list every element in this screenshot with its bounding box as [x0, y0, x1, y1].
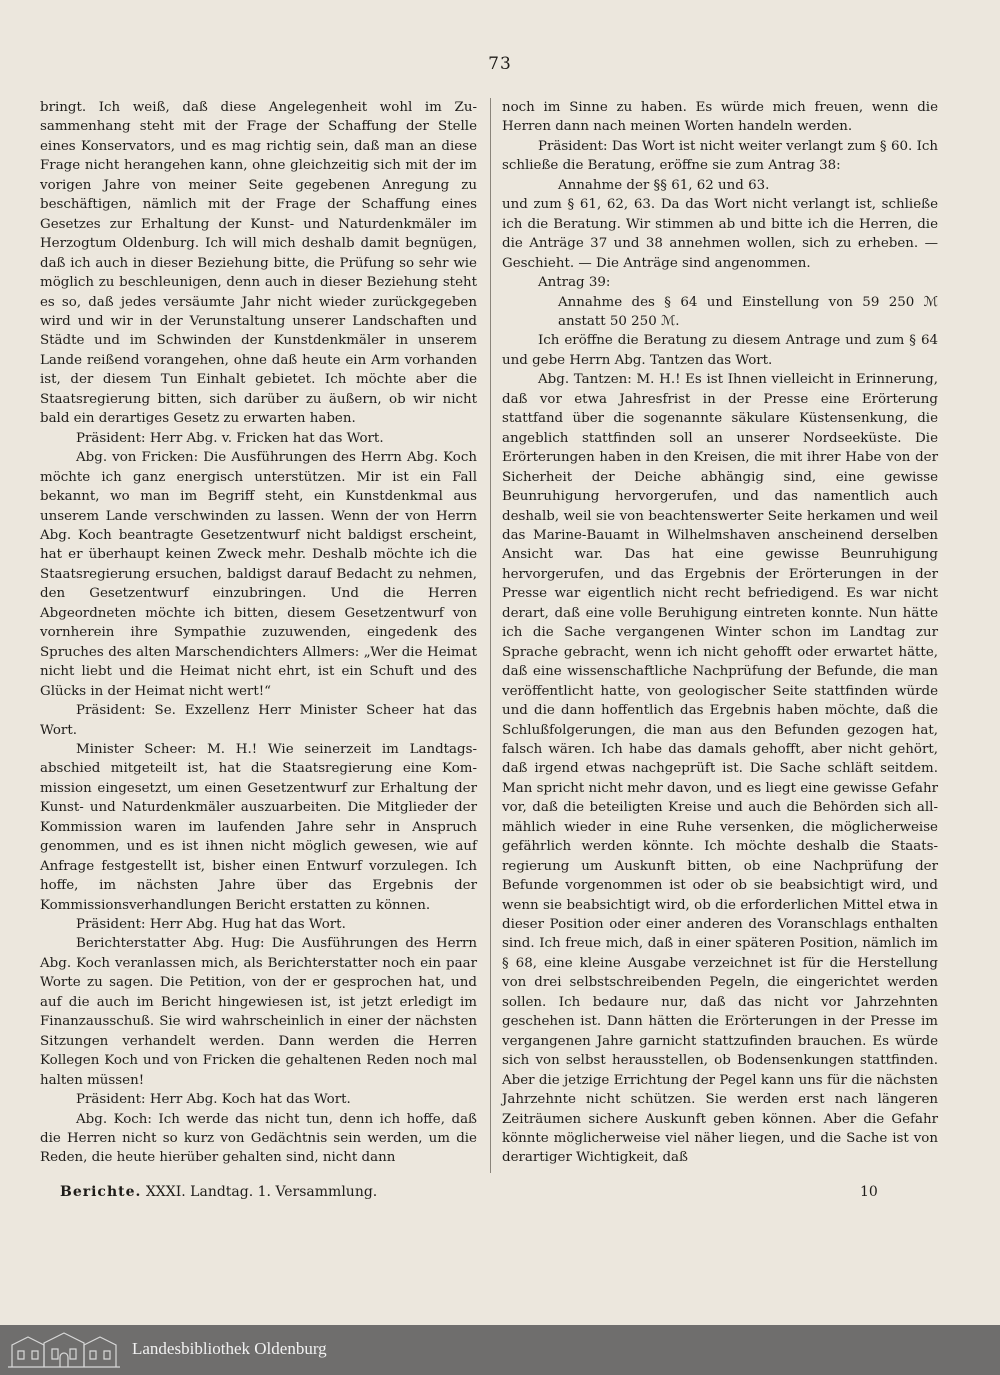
right-column [502, 98, 938, 1168]
motion-text: Annahme des § 64 und Einstellung von 59 250 ℳ anstatt 50 250 ℳ. [558, 294, 938, 329]
library-name: Landesbibliothek Oldenburg [132, 1339, 327, 1358]
paragraph: Präsident: Herr Abg. v. Fricken hat das Wort. [76, 430, 384, 446]
paragraph: Abg. von Fricken: Die Ausführungen des Herrn Abg. Koch möchte ich ganz energisch unterstützen. Mir ist ein Fall bekannt, wo man im Begriff steht, ein Kunstdenkmal aus unserem Lande verschwinden zu lassen. Wenn der von Herrn Abg. Koch beantragte Gesetzentwurf nicht baldigst erscheint, hat er überhaupt keinen Zweck mehr. Deshalb möchte ich die Staatsregierung ersuchen, baldigst darauf Bedacht zu nehmen, den Gesetzentwurf einzubringen. Und die Herren Abgeordneten möchte ich bitten, diesem Gesetzentwurf von vornherein ihre Sympathie zuzuwenden, eingedenk des Spruches des alten Marschendichters Allmers: „Wer die Heimat nicht liebt und die Heimat nicht ehrt, ist ein Schuft und des Glücks in der Heimat nicht wert!“ [40, 450, 477, 699]
paragraph: und zum § 61, 62, 63. Da das Wort nicht verlangt ist, schließe ich die Beratung. Wir stimmen ab und bitte ich die Herren, die die Anträge 37 und 38 annehmen wollen, sich zu erheben. — Geschieht. — Die Anträge sind angenommen. [502, 197, 938, 271]
paragraph: Präsident: Herr Abg. Hug hat das Wort. [76, 917, 346, 933]
library-footer-bar [0, 1325, 1000, 1375]
left-column [40, 98, 477, 1168]
paragraph: Ich eröffne die Beratung zu diesem Antrage und zum § 64 und gebe Herrn Abg. Tantzen das Wort. [502, 333, 938, 368]
paragraph: Präsident: Herr Abg. Koch hat das Wort. [76, 1092, 351, 1108]
motion-text: Annahme der §§ 61, 62 und 63. [558, 177, 770, 193]
paragraph: noch im Sinne zu haben. Es würde mich freuen, wenn die Herren dann nach meinen Worten handeln werden. [502, 100, 938, 135]
signature-label: Berichte. [60, 1184, 142, 1200]
paragraph: Abg. Koch: Ich werde das nicht tun, denn ich hoffe, daß die Herren nicht so kurz von Gedächtnis sein werden, um die Reden, die heute hierüber gehalten sind, nicht dann [40, 1111, 477, 1166]
paragraph: Berichterstatter Abg. Hug: Die Ausführungen des Herrn Abg. Koch veranlassen mich, als Berichterstatter noch ein paar Worte zu sagen. Die Petition, von der er gesprochen hat, und auf die auch im Bericht hingewiesen ist, ist jetzt erledigt im Finanzausschuß. Sie wird wahrscheinlich in einer der nächsten Sitzungen verhandelt werden. Dann werden die Herren Kollegen Koch und von Fricken die gehaltenen Reden noch mal halten müssen! [40, 936, 477, 1088]
motion-heading: Antrag 39: [538, 275, 611, 291]
paragraph: Minister Scheer: M. H.! Wie seinerzeit im Landtagsabschied mitgeteilt ist, hat die Staatsregierung eine Kommission eingesetzt, um einen Gesetzentwurf zur Erhaltung der Kunst- und Naturdenkmäler auszuarbeiten. Die Mitglieder der Kommission waren im laufenden Jahre sehr in Anspruch genommen, und es ist ihnen nicht möglich gewesen, wie auf Anfrage festgestellt ist, bisher einen Entwurf vorzulegen. Ich hoffe, im nächsten Jahre über das Ergebnis der Kommissionsverhandlungen Bericht erstatten zu können. [40, 741, 477, 913]
column-divider [490, 98, 491, 1173]
page-number: 73 [488, 54, 512, 74]
sheet-number: 10 [860, 1184, 878, 1200]
paragraph: Abg. Tantzen: M. H.! Es ist Ihnen vielleicht in Erinnerung, daß vor etwa Jahresfrist in der Presse eine Erörterung stattfand über die sogenannte säkulare Küstensenkung, die angeblich stattfinden soll an unserer Nordseeküste. Die Erörterungen haben in den Kreisen, die mit ihrer Habe von der Sicherheit der Deiche abhängig sind, eine gewisse Beunruhigung hervorgerufen, und das namentlich auch deshalb, weil sie von beachtenswerter Seite herkamen und weil das Marine-Bauamt in Wilhelmshaven anscheinend derselben Ansicht war. Das hat eine gewisse Beunruhigung hervorgerufen, und das Ergebnis der Erörterungen in der Presse war eigentlich nicht recht befriedigend. Es war nicht derart, daß eine volle Beruhigung eintreten konnte. Nun hätte ich die Sache vergangenen Winter schon im Landtag zur Sprache gebracht, wenn ich nicht gehofft oder erwartet hätte, daß eine wissenschaftliche Nachprüfung der Befunde, die man veröffentlicht hatte, von geologischer Seite stattfinden würde und die dann hoffentlich das Ergebnis haben möchte, daß die Schlußfolgerungen, die man aus den Befunden gezogen hat, falsch wären. Ich habe das damals gehofft, aber nicht gehört, daß irgend etwas nachgeprüft ist. Die Sache schläft seitdem. Man spricht nicht mehr davon, und es liegt eine gewisse Gefahr vor, daß die beteiligten Kreise und auch die Behörden sich allmählich wieder in eine Ruhe versenken, die möglicherweise gefährlich werden könnte. Ich möchte deshalb die Staatsregierung um Auskunft bitten, ob eine Nachprüfung der Befunde vorgenommen ist oder ob sie beabsichtigt wird, und wenn sie beabsichtigt wird, ob die erforderlichen Mittel etwa in dieser Position oder einer anderen des Voranschlags enthalten sind. Ich freue mich, daß in einer späteren Position, nämlich im § 68, eine kleine Ausgabe verzeichnet ist für die Herstellung von drei selbstschreibenden Pegeln, die eingerichtet werden sollen. Ich bedaure nur, daß das nicht vor Jahrzehnten geschehen ist. Dann hätten die Erörterungen in der Presse im vergangenen Jahre garnicht stattzufinden brauchen. Es würde sich von selbst herausstellen, ob Bodensenkungen stattfinden. Aber die jetzige Errichtung der Pegel kann uns für die nächsten Jahrzehnte nicht schützen. Sie werden erst nach längeren Zeiträumen sichere Auskunft geben können. Aber die Gefahr könnte möglicherweise viel näher liegen, und die Sache ist von derartiger Wichtigkeit, daß [502, 372, 938, 1166]
signature-volume: XXXI. Landtag. 1. Versammlung. [145, 1184, 378, 1200]
paragraph: Präsident: Das Wort ist nicht weiter verlangt zum § 60. Ich schließe die Beratung, eröffne sie zum Antrag 38: [502, 138, 938, 174]
paragraph: bringt. Ich weiß, daß diese Angelegenheit wohl im Zusammenhang steht mit der Frage der Schaffung der Stelle eines Konservators, und es mag richtig sein, daß man an diese Frage nicht herangehen kann, ohne gleichzeitig sich mit der im vorigen Jahre von meiner Seite gegebenen Anregung zu beschäftigen, nämlich mit der Frage der Schaffung eines Gesetzes zur Erhaltung der Kunst- und Naturdenkmäler im Herzogtum Oldenburg. Ich will mich deshalb damit begnügen, daß ich auch in dieser Beziehung bitte, die Prüfung so sehr wie möglich zu beschleunigen, denn auch in dieser Beziehung steht es so, daß jedes versäumte Jahr nicht wieder zurückgegeben wird und wir in der Verunstaltung unserer Landschaften und Städte und im Schwinden der Kunstdenkmäler in unserem Lande reißend vorangehen, ohne daß heute ein Arm vorhanden ist, der diesem Tun Einhalt gebietet. Ich möchte aber die Staatsregierung bitten, sich darüber zu äußern, ob wir nicht bald ein derartiges Gesetz zu erwarten haben. [40, 100, 477, 427]
paragraph: Präsident: Se. Exzellenz Herr Minister Scheer hat das Wort. [40, 703, 477, 738]
signature-left [60, 1184, 377, 1200]
library-building-icon [4, 1329, 124, 1371]
